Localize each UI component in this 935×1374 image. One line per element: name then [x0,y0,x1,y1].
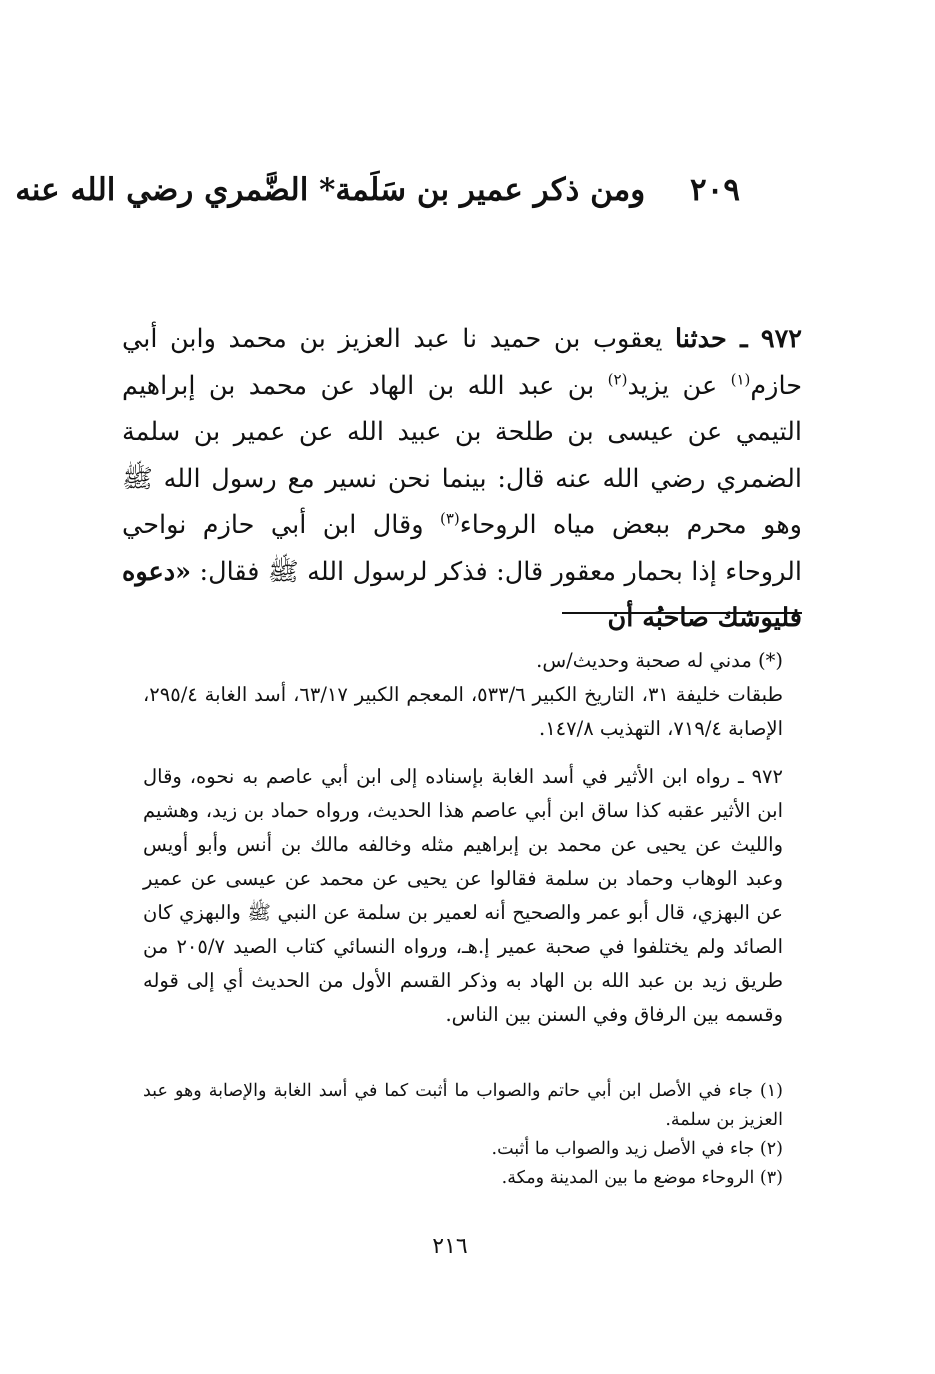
takhrij-note [143,760,783,1032]
takhrij-972: ٩٧٢ ـ رواه ابن الأثير في أسد الغابة بإسناده إلى ابن أبي عاصم به نحوه، وقال ابن الأثير عقبه كذا ساق ابن أبي عاصم هذا الحديث، ورواه حماد بن زيد، وهشيم والليث عن يحيى عن محمد بن إبراهيم مثله وخالفه مالك بن أنس وأبو أويس وعبد الوهاب وحماد بن سلمة فقالوا عن يحيى عن محمد عن عيسى عن عمير عن البهزي، قال أبو عمر والصحيح أنه لعمير بن سلمة عن النبي ﷺ والبهزي كان الصائد ولم يختلفوا في صحبة عمير إ.هـ، ورواه النسائي كتاب الصيد ٢٠٥/٧ من طريق زيد بن عبد الله بن الهاد به وذكر القسم الأول من الحديث أي إلى قوله وقسمه بين الرفاق وفي السنن بين الناس. [143,765,783,1026]
hadith-text [122,316,802,642]
footnote-separator [562,612,802,614]
chapter-title: ومن ذكر عمير بن سَلَمة* الضَّمري رضي الله عنه [15,172,646,208]
hadith-number-label: ٩٧٢ ـ حدثنا [675,324,802,354]
star-note: (*) مدني له صحبة وحديث/س. [536,649,783,672]
star-sources: طبقات خليفة ٣١، التاريخ الكبير ٥٣٣/٦، المعجم الكبير ٦٣/١٧، أسد الغابة ٢٩٥/٤، الإصابة ٧١٩/٤، التهذيب ١٤٧/٨. [143,683,783,740]
footnote-marker-2: (٢) [607,370,628,388]
hadith-text-part-3: بن عبد الله بن الهاد عن محمد بن إبراهيم التيمي عن عيسى بن طلحة بن عبيد الله عن عمير بن سلمة الضمري رضي الله عنه قال: بينما نحن نسير مع رسول الله ﷺ وهو محرم ببعض مياه الروحاء [122,370,802,540]
footnotes [143,1077,783,1193]
chapter-heading [15,168,740,212]
footnote-marker-1: (١) [730,370,751,388]
hadith-text-part-4: وقال ابن أبي حازم نواحي الروحاء إذا بحمار معقور قال: فذكر لرسول الله ﷺ فقال: [122,510,802,587]
footnote-marker-3: (٣) [440,509,460,528]
biography-note [143,644,783,746]
footnote-3: (٣) الروحاء موضع ما بين المدينة ومكة. [501,1168,783,1188]
footnote-1: (١) جاء في الأصل ابن أبي حاتم والصواب ما أثبت كما في أسد الغابة والإصابة وهو عبد العزيز بن سلمة. [143,1081,783,1130]
hadith-text-part-1: يعقوب بن حميد نا عبد العزيز بن محمد وابن أبي حازم [122,324,802,401]
hadith-text-part-2: عن يزيد [627,370,731,401]
footnote-2: (٢) جاء في الأصل زيد والصواب ما أثبت. [491,1139,783,1159]
page-number: ٢١٦ [432,1234,468,1259]
chapter-number: ٢٠٩ [690,172,740,208]
hadith-quote: «دعوه فليوشك صاحبُه أن [122,556,802,633]
